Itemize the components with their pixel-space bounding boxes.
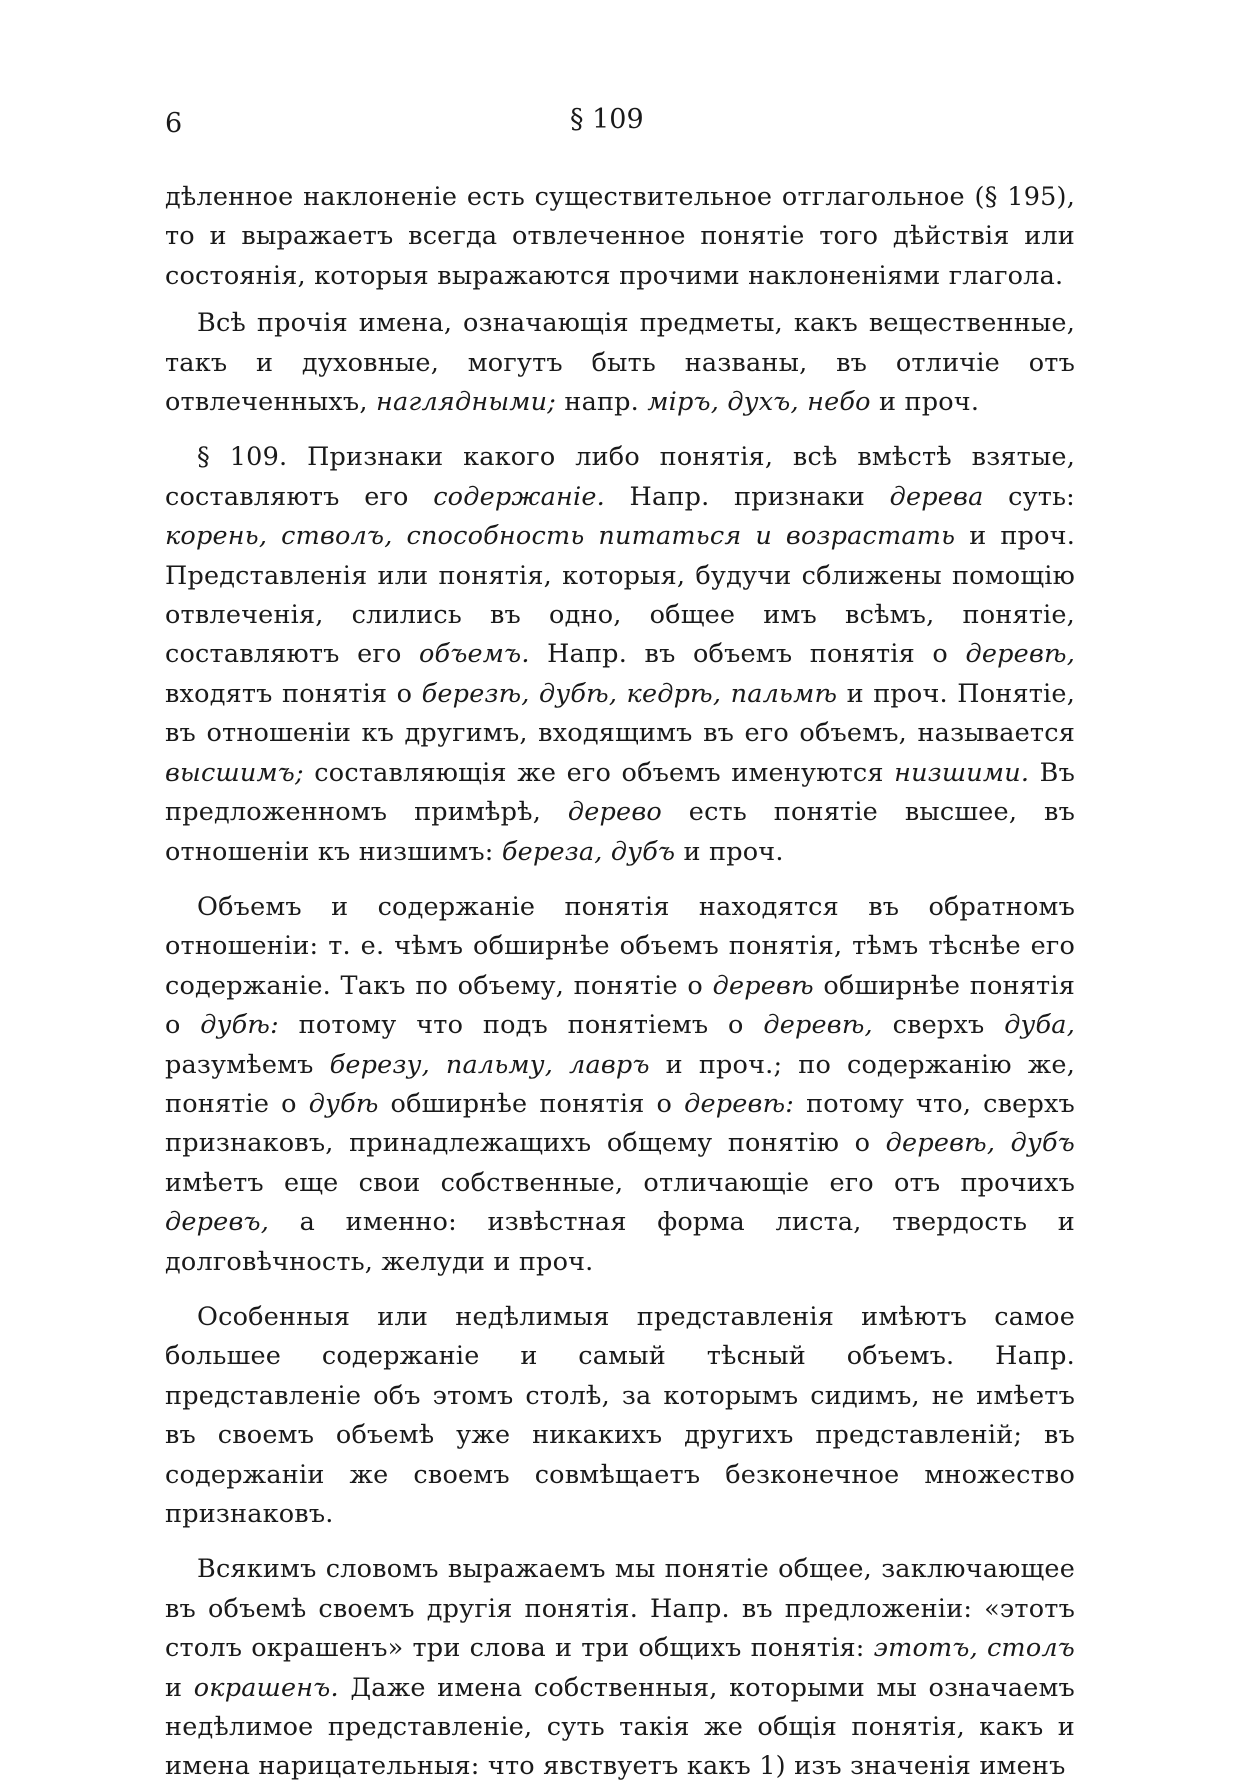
text-run: сверхъ — [872, 1010, 1005, 1041]
text-run: Напр. въ объемъ понятія о — [529, 639, 966, 670]
italic-term: деревѣ: — [684, 1088, 795, 1119]
paragraph — [165, 438, 1075, 871]
italic-term: высшимъ; — [165, 757, 304, 788]
italic-term: окрашенъ. — [193, 1672, 339, 1703]
italic-term: этотъ, столъ — [873, 1633, 1075, 1664]
text-run: и — [165, 1672, 194, 1703]
body-text — [165, 178, 1075, 1787]
text-run: Всякимъ словомъ выражаемъ мы понятіе общее, заключающее въ объемѣ своемъ другія понятія. Напр. въ предложеніи: «этотъ столъ окрашенъ» три слова и три общихъ понятія: — [165, 1554, 1075, 1664]
italic-term: березу, пальму, лавръ — [329, 1049, 650, 1080]
text-run: напр. — [556, 387, 648, 418]
text-run: Даже имена собственныя, которыми мы означаемъ недѣлимое представленіе, суть такія же общія понятія, какъ и имена нарицательныя: что явствуетъ какъ 1) изъ значенія именъ — [165, 1672, 1075, 1782]
text-run: есть понятіе высшее, въ отношеніи къ низшимъ: — [165, 797, 1075, 867]
italic-term: дубѣ — [308, 1088, 379, 1119]
italic-term: дерево — [567, 797, 662, 828]
italic-term: корень, стволъ, способность питаться и возрастать — [165, 521, 956, 552]
text-run: входятъ понятія о — [165, 678, 422, 709]
page-number: 6 — [165, 108, 183, 139]
text-run: дѣленное наклоненіе есть существительное отглагольное (§ 195), то и выражаетъ всегда отвлеченное понятіе того дѣйствія или состоянія, которыя выражаются прочими наклоненіями глагола. — [165, 182, 1075, 291]
paragraph — [165, 888, 1075, 1282]
italic-term: деревѣ, — [763, 1010, 873, 1041]
text-run: Особенныя или недѣлимыя представленія имѣютъ самое большее содержаніе и самый тѣсный объемъ. Напр. представленіе объ этомъ столѣ, за которымъ сидимъ, не имѣетъ въ своемъ объемѣ уже никакихъ другихъ представленій; въ содержаніи же своемъ совмѣщаетъ безконечное множество признаковъ. — [165, 1301, 1075, 1529]
text-run: и проч. Представленія или понятія, которыя, будучи сближены помощію отвлеченія, слились въ одно, общее имъ всѣмъ, понятіе, составляютъ его — [165, 521, 1075, 670]
italic-term: деревѣ, — [965, 639, 1075, 670]
italic-term: наглядными; — [375, 387, 557, 418]
italic-term: березѣ, дубѣ, кедрѣ, пальмѣ — [421, 678, 838, 709]
text-run: Всѣ прочія имена, означающія предметы, какъ вещественные, такъ и духовные, могутъ быть названы, въ отличіе отъ отвлеченныхъ, — [165, 308, 1075, 418]
section-heading: § 109 — [570, 104, 644, 135]
italic-term: деревѣ, дубъ — [885, 1128, 1075, 1159]
text-run: Напр. признаки — [604, 481, 890, 512]
paragraph — [165, 1550, 1075, 1786]
paragraph — [165, 178, 1075, 296]
italic-term: деревѣ — [712, 970, 814, 1001]
page-header — [165, 104, 1075, 148]
italic-term: содержаніе. — [433, 481, 605, 512]
text-run: потому что подъ понятіемъ о — [278, 1010, 764, 1041]
text-run: разумѣемъ — [165, 1049, 330, 1080]
italic-term: дубѣ: — [200, 1010, 279, 1041]
italic-term: дерева — [889, 481, 984, 512]
text-run: обширнѣе понятія о — [378, 1088, 685, 1119]
text-run: составляющія же его объемъ именуются — [303, 757, 895, 788]
italic-term: дуба, — [1004, 1010, 1076, 1041]
text-run: имѣетъ еще свои собственные, отличающіе его отъ прочихъ — [165, 1167, 1075, 1198]
text-run: и проч. — [675, 836, 784, 867]
italic-term: міръ, духъ, небо — [647, 387, 871, 418]
text-run: потому что, сверхъ признаковъ, принадлежащихъ общему понятію о — [165, 1088, 1075, 1159]
text-run: Въ предложенномъ примѣрѣ, — [165, 757, 1076, 828]
text-run: и проч. — [870, 387, 980, 418]
paragraph — [165, 1298, 1075, 1534]
text-run: суть: — [983, 481, 1075, 512]
paragraph — [165, 304, 1075, 422]
text-run: а именно: извѣстная форма листа, твердость и долговѣчность, желуди и проч. — [165, 1207, 1075, 1277]
italic-term: деревъ, — [165, 1207, 270, 1238]
italic-term: объемъ. — [419, 639, 530, 670]
italic-term: низшими. — [894, 757, 1030, 788]
text-run: и проч.; по содержанію же, понятіе о — [165, 1049, 1075, 1119]
text-run: обширнѣе понятія о — [165, 970, 1075, 1041]
text-run: Объемъ и содержаніе понятія находятся въ обратномъ отношеніи: т. е. чѣмъ обширнѣе объемъ понятія, тѣмъ тѣснѣе его содержаніе. Такъ по объему, понятіе о — [165, 891, 1075, 1001]
text-run: и проч. Понятіе, въ отношеніи къ другимъ, входящимъ въ его объемъ, называется — [165, 678, 1075, 749]
text-run: § 109. Признаки какого либо понятія, всѣ вмѣстѣ взятые, составляютъ его — [165, 442, 1075, 512]
italic-term: береза, дубъ — [501, 836, 676, 867]
